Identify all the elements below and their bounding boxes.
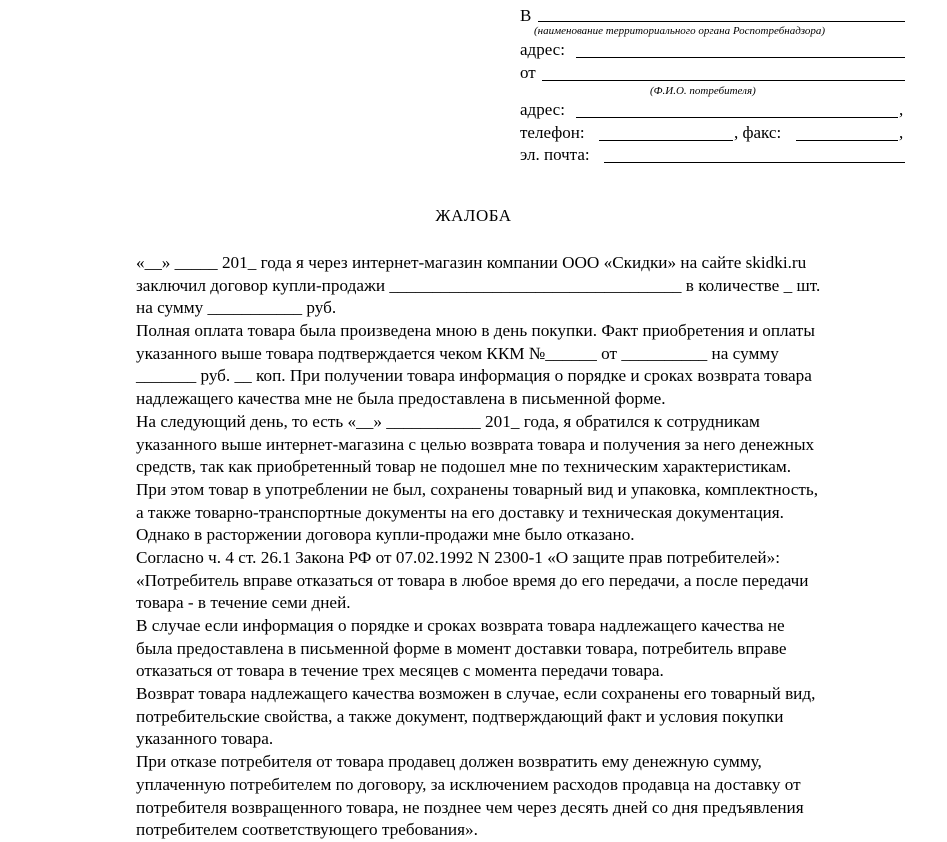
body-line: «Потребитель вправе отказаться от товара в любое время до его передачи, а после передачи [136,570,809,590]
to-hint: (наименование территориального органа Роспотребнадзора) [534,25,826,37]
body-line: При этом товар в употреблении не был, сохранены товарный вид и упаковка, комплектность, [136,479,819,499]
to-field-line[interactable] [538,21,905,22]
body-line: указанного выше интернет-магазина с целью возврата товара и получения за него денежных [136,434,815,454]
body-line: на сумму ___________ руб. [136,298,337,318]
body-line: потребителя возвращенного товара, не позднее чем через десять дней со дня предъявления [136,797,804,817]
address1-label: адрес: [520,40,565,59]
phone-field-line[interactable] [599,140,733,141]
from-field-line[interactable] [542,80,905,81]
address2-field-line[interactable] [576,117,898,118]
from-hint: (Ф.И.О. потребителя) [650,85,756,97]
body-line: товара - в течение семи дней. [136,593,351,613]
body-line: была предоставлена в письменной форме в момент доставки товара, потребитель вправе [136,638,787,658]
from-prefix: от [520,63,536,82]
body-line: заключил договор купли-продажи __________________________________ в количестве _ шт. [136,275,821,295]
address1-field-line[interactable] [576,57,905,58]
fax-suffix: , [899,123,904,142]
document-title: ЖАЛОБА [435,206,512,225]
body-line: Однако в расторжении договора купли-продажи мне было отказано. [136,525,635,545]
body-line: «__» _____ 201_ года я через интернет-магазин компании ООО «Скидки» на сайте skidki.ru [136,253,807,272]
body-line: Полная оплата товара была произведена мною в день покупки. Факт приобретения и оплаты [136,321,815,341]
body-line: уплаченную потребителем по договору, за исключением расходов продавца на доставку от [136,774,801,794]
body-line: В случае если информация о порядке и сроках возврата товара надлежащего качества не [136,616,785,635]
body-line: Возврат товара надлежащего качества возможен в случае, если сохранены его товарный вид, [136,684,816,704]
body-line: Согласно ч. 4 ст. 26.1 Закона РФ от 07.02.1992 N 2300-1 «О защите прав потребителей»: [136,547,780,567]
body-line: потребительские свойства, а также документ, подтверждающий факт и условия покупки [136,706,784,726]
fax-label: , факс: [734,123,782,142]
address2-label: адрес: [520,100,565,119]
body-line: потребителем соответствующего требования». [136,820,478,840]
address2-suffix: , [899,100,904,119]
email-field-line[interactable] [604,162,905,163]
phone-label: телефон: [520,123,585,142]
body-line: отказаться от товара в течение трех месяцев с момента передачи товара. [136,661,664,681]
body-line: При отказе потребителя от товара продавец должен возвратить ему денежную сумму, [136,752,762,772]
email-label: эл. почта: [520,145,590,164]
body-line: На следующий день, то есть «__» ___________ 201_ года, я обратился к сотрудникам [136,411,760,431]
body-line: указанного выше товара подтверждается чеком ККМ №______ от __________ на сумму [136,343,779,363]
fax-field-line[interactable] [796,140,898,141]
body-line: надлежащего качества мне не была предоставлена в письменной форме. [136,389,666,409]
body-line: а также товарно-транспортные документы на его доставку и техническая документация. [136,502,784,522]
complaint-body [136,252,926,842]
body-line: _______ руб. __ коп. При получении товара информация о порядке и сроках возврата товара [136,366,812,386]
to-prefix: В [520,6,532,25]
body-line: указанного товара. [136,729,274,749]
body-line: средств, так как приобретенный товар не подошел мне по техническим характеристикам. [136,457,792,477]
